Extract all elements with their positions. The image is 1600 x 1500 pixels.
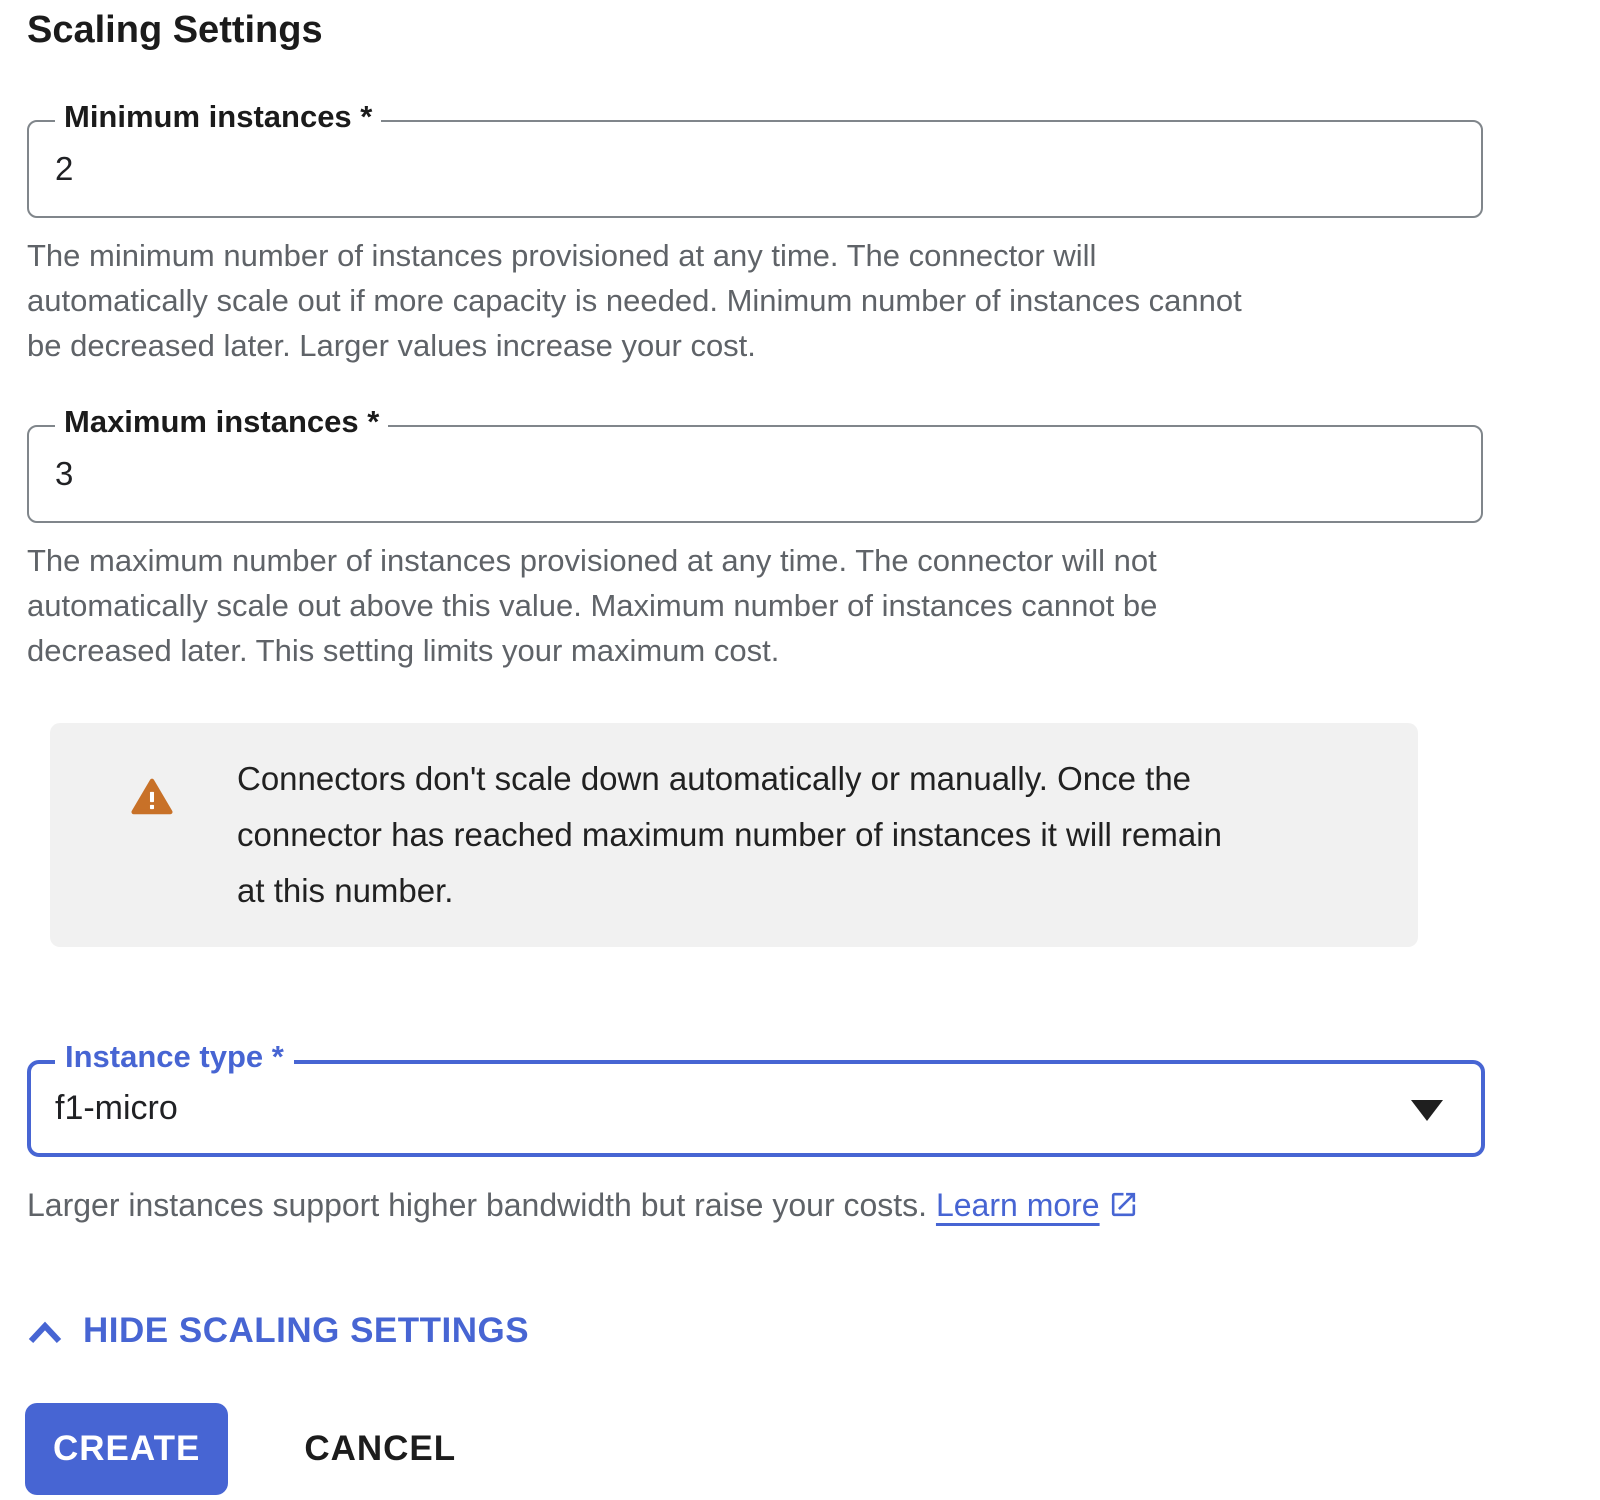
helper-line: be decreased later. Larger values increase your cost. [27, 328, 756, 363]
create-button[interactable]: CREATE [25, 1403, 228, 1495]
minimum-instances-label: Minimum instances * [55, 98, 381, 136]
warning-text-line: connector has reached maximum number of instances it will remain [237, 816, 1222, 853]
scaling-warning-banner [50, 723, 1418, 947]
page-title: Scaling Settings [27, 9, 323, 51]
hide-scaling-settings-label: HIDE SCALING SETTINGS [83, 1311, 530, 1350]
cancel-button[interactable]: CANCEL [304, 1403, 456, 1495]
learn-more-link[interactable]: Learn more [935, 1187, 1100, 1223]
minimum-instances-input[interactable] [29, 122, 1481, 216]
minimum-instances-field [27, 99, 1483, 218]
maximum-instances-input[interactable] [29, 427, 1481, 521]
warning-text-line: Connectors don't scale down automatically or manually. Once the [237, 760, 1192, 797]
instance-type-select[interactable] [27, 1039, 1485, 1157]
helper-line: automatically scale out above this value. Maximum number of instances cannot be [27, 588, 1158, 623]
external-link-icon[interactable] [1108, 1189, 1139, 1220]
helper-line: decreased later. This setting limits your maximum cost. [27, 633, 780, 668]
warning-triangle-icon [130, 775, 174, 819]
helper-text: Larger instances support higher bandwidth but raise your costs. [27, 1187, 928, 1223]
instance-type-label: Instance type * [55, 1038, 294, 1076]
chevron-up-icon [27, 1319, 63, 1347]
warning-text-line: at this number. [237, 872, 454, 909]
helper-line: The maximum number of instances provisioned at any time. The connector will not [27, 543, 1157, 578]
helper-line: The minimum number of instances provisioned at any time. The connector will [27, 238, 1097, 273]
helper-line: automatically scale out if more capacity is needed. Minimum number of instances cannot [27, 283, 1242, 318]
hide-scaling-settings-toggle[interactable] [27, 1311, 529, 1351]
maximum-instances-helper [27, 538, 1427, 673]
instance-type-selected-value: f1-micro [55, 1089, 178, 1127]
minimum-instances-helper [27, 233, 1427, 368]
form-actions [27, 1403, 1600, 1495]
maximum-instances-label: Maximum instances * [55, 403, 388, 441]
instance-type-helper [27, 1182, 1600, 1228]
dropdown-arrow-icon [1411, 1100, 1443, 1121]
maximum-instances-field [27, 404, 1483, 523]
